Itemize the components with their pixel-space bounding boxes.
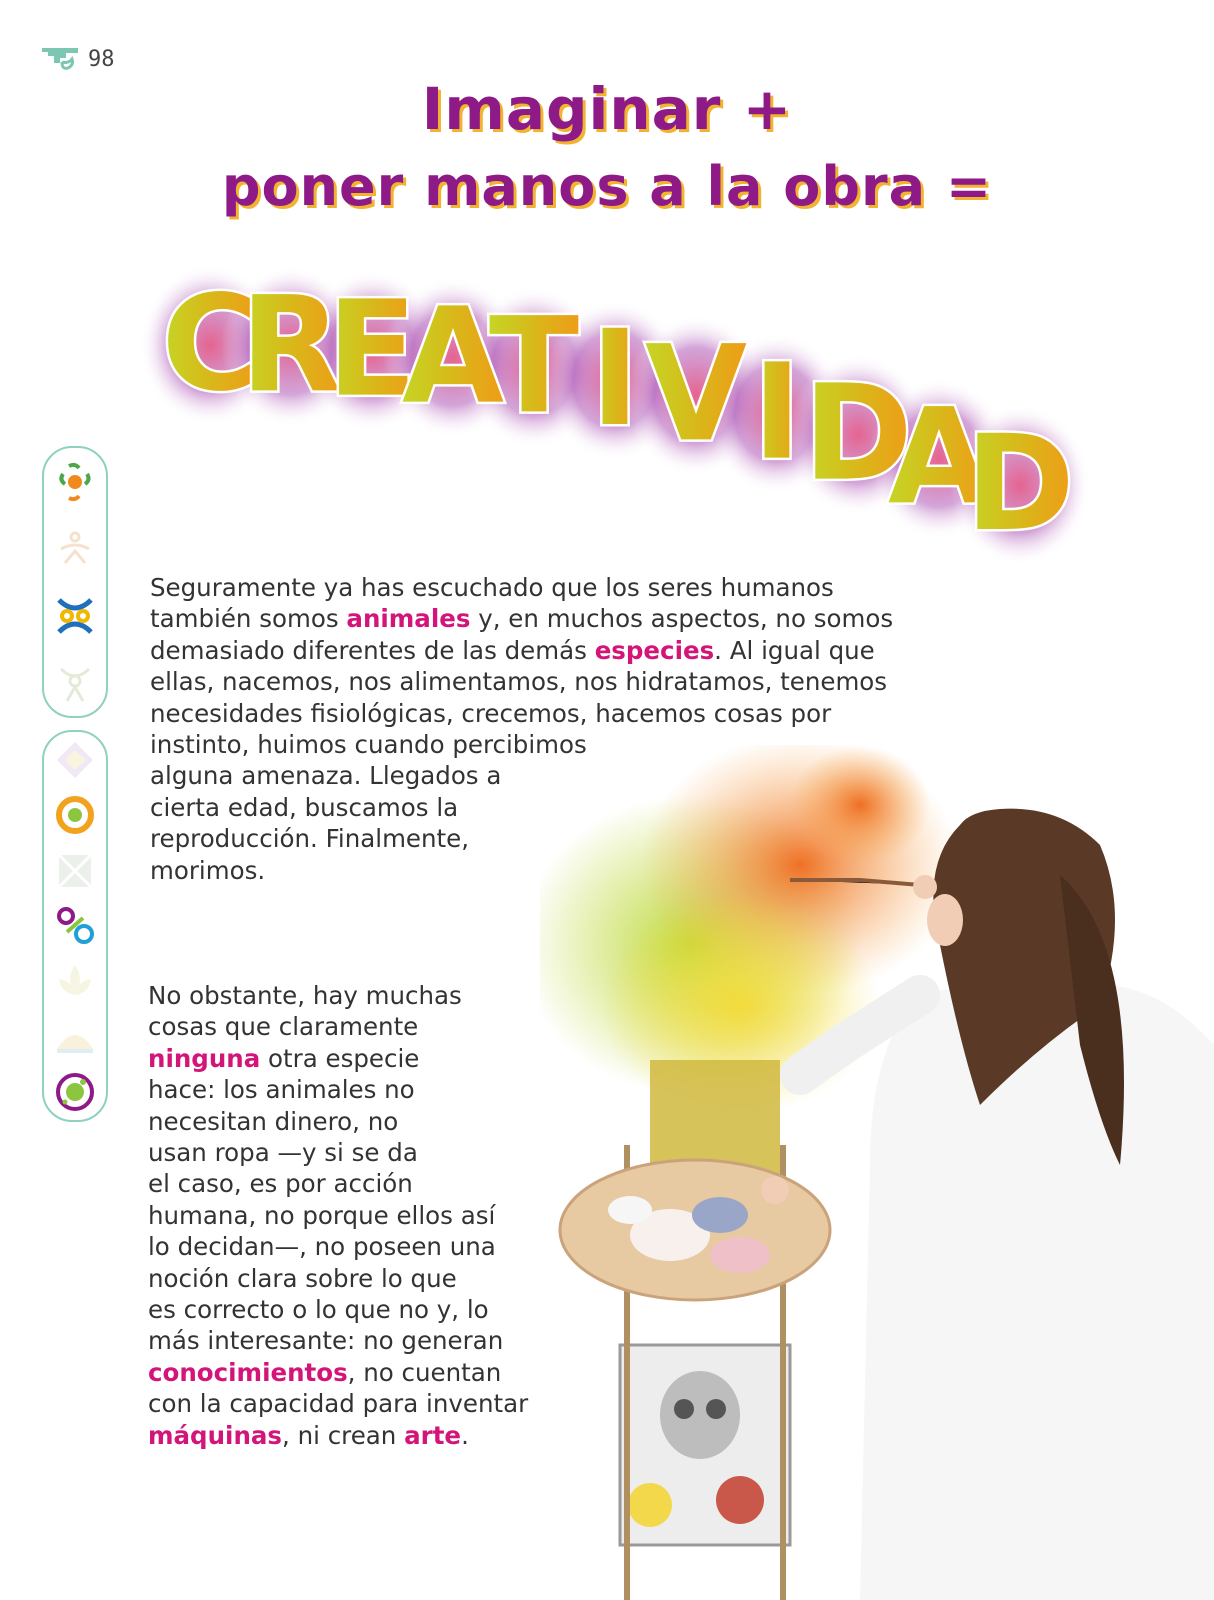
- girl-painting-photo: [540, 745, 1214, 1600]
- keyword: arte: [404, 1420, 462, 1450]
- faded-person-icon: [53, 661, 97, 705]
- page-number: 98: [88, 46, 115, 72]
- text-run: y, en muchos aspectos, no somos: [470, 604, 894, 634]
- purple-green-splash-icon: [53, 1070, 97, 1114]
- text-run: morimos.: [150, 855, 266, 885]
- faded-people-icon: [53, 527, 97, 571]
- text-line: [148, 980, 608, 1011]
- keyword: máquinas: [148, 1420, 282, 1450]
- text-line: [148, 1200, 608, 1231]
- banner-letter: A: [887, 380, 991, 535]
- text-line: [148, 1325, 608, 1356]
- banner-letter: R: [240, 268, 342, 423]
- text-run: hace: los animales no: [148, 1075, 415, 1105]
- page-title: [0, 70, 1214, 226]
- text-line: [150, 666, 1010, 697]
- text-line: [150, 603, 1010, 634]
- faded-mound-icon: [53, 1015, 97, 1059]
- green-orange-flower-icon: [53, 460, 97, 504]
- text-line: [150, 698, 1010, 729]
- faded-diamond-icon: [53, 738, 97, 782]
- text-run: .: [461, 1420, 469, 1450]
- text-line: [148, 1043, 608, 1074]
- text-run: el caso, es por acción: [148, 1169, 413, 1199]
- text-run: necesitan dinero, no: [148, 1106, 399, 1136]
- text-run: reproducción. Finalmente,: [150, 824, 470, 854]
- banner-letter: T: [488, 289, 580, 444]
- side-icon-panel-2: [42, 730, 108, 1122]
- banner-letters: [162, 267, 1075, 561]
- text-run: noción clara sobre lo que: [148, 1263, 457, 1293]
- blue-yellow-figures-icon: [53, 594, 97, 638]
- text-line: [148, 1168, 608, 1199]
- text-run: usan ropa —y si se da: [148, 1138, 418, 1168]
- text-run: . Al igual que: [714, 635, 875, 665]
- text-run: , no cuentan: [347, 1357, 502, 1387]
- text-run: también somos: [150, 604, 347, 634]
- text-line: [148, 1011, 608, 1042]
- second-paragraph: [148, 980, 608, 1451]
- banner-letter: V: [644, 317, 748, 472]
- keyword: ninguna: [148, 1043, 261, 1073]
- text-run: cosas que claramente: [148, 1012, 419, 1042]
- text-line: [150, 572, 1010, 603]
- banner-letter: I: [752, 335, 802, 490]
- title-line-2: poner manos a la obra =: [221, 155, 993, 218]
- purple-green-links-icon: [53, 904, 97, 948]
- text-run: humana, no porque ellos así: [148, 1200, 496, 1230]
- text-line: [148, 1074, 608, 1105]
- banner-letter: D: [803, 356, 913, 511]
- text-run: necesidades fisiológicas, crecemos, hacemos cosas por: [150, 698, 832, 728]
- text-run: cierta edad, buscamos la: [150, 792, 459, 822]
- yellow-green-spiral-icon: [53, 793, 97, 837]
- keyword: conocimientos: [148, 1357, 348, 1387]
- text-line: [148, 1106, 608, 1137]
- text-line: [148, 1357, 608, 1388]
- text-run: ellas, nacemos, nos alimentamos, nos hidratamos, tenemos: [150, 667, 888, 697]
- text-run: demasiado diferentes de las demás: [150, 635, 595, 665]
- text-line: [148, 1294, 608, 1325]
- text-line: [148, 1231, 608, 1262]
- keyword: animales: [346, 604, 471, 634]
- keyword: especies: [594, 635, 715, 665]
- text-run: lo decidan—, no poseen una: [148, 1232, 496, 1262]
- banner-letter: A: [401, 279, 505, 434]
- faded-lotus-icon: [53, 959, 97, 1003]
- text-run: otra especie: [260, 1043, 420, 1073]
- title-line-1: Imaginar +: [421, 75, 793, 143]
- text-line: [150, 635, 1010, 666]
- text-run: , ni crean: [282, 1420, 405, 1450]
- text-line: [148, 1420, 608, 1451]
- text-run: Seguramente ya has escuchado que los seres humanos: [150, 573, 834, 602]
- banner-letter: E: [326, 272, 418, 427]
- creatividad-banner: [140, 225, 1100, 565]
- text-run: alguna amenaza. Llegados a: [150, 761, 502, 791]
- banner-letter: D: [965, 407, 1075, 561]
- text-run: es correcto o lo que no y, lo: [148, 1295, 489, 1325]
- text-line: [148, 1263, 608, 1294]
- text-run: No obstante, hay muchas: [148, 981, 462, 1010]
- text-run: instinto, huimos cuando percibimos: [150, 730, 587, 760]
- faded-square-icon: [53, 849, 97, 893]
- banner-letter: I: [590, 302, 640, 456]
- text-run: con la capacidad para inventar: [148, 1389, 529, 1419]
- text-line: [148, 1388, 608, 1419]
- side-icon-panel-1: [42, 446, 108, 718]
- text-line: [148, 1137, 608, 1168]
- text-run: más interesante: no generan: [148, 1326, 504, 1356]
- banner-letter: C: [161, 267, 259, 421]
